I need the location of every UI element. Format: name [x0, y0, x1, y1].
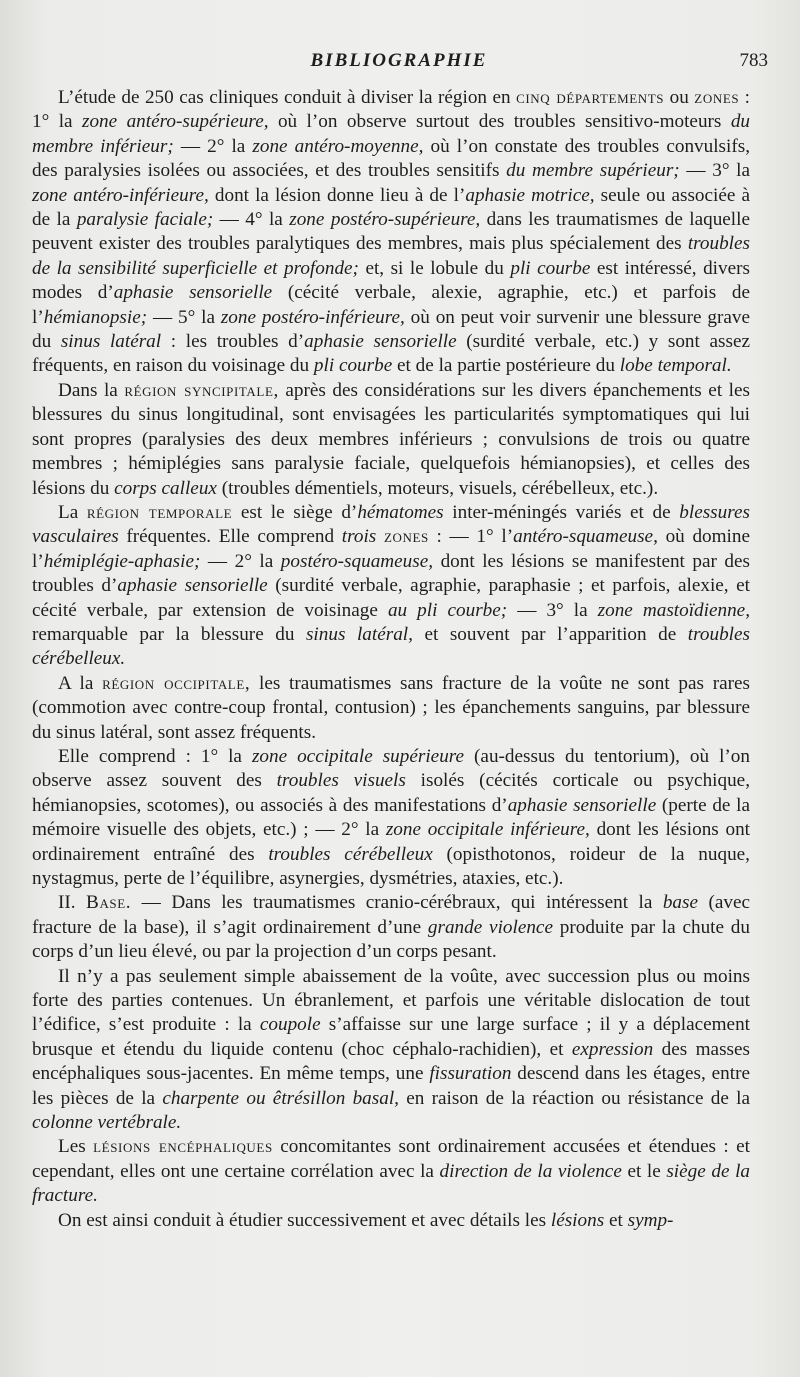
text-run: dans les traumatismes de laquelle peuvent exister des troubles paralytiques des membres, mais plus spécialement des: [32, 209, 750, 255]
text-run: — 2° la: [200, 550, 281, 572]
text-run: Les: [58, 1136, 94, 1158]
text-run: (troubles démentiels, moteurs, visuels, cérébelleux, etc.).: [216, 477, 659, 499]
text-run: II.: [58, 892, 87, 914]
italic-run: aphasie sensorielle: [507, 794, 657, 816]
text-run: — 2° la: [173, 135, 253, 157]
paragraph-occipital-zones: [32, 745, 750, 891]
text-run: remarquable par la blessure du: [32, 623, 306, 645]
paragraph-voute: [32, 965, 750, 1136]
small-caps-run: lésions encéphaliques: [93, 1136, 273, 1158]
text-run: produite par la chute du corps d’un lieu élevé, ou par la projection d’un corps pesant.: [32, 916, 750, 963]
text-run: Dans la: [58, 379, 125, 401]
italic-run: charpente ou êtrésillon basal,: [162, 1087, 399, 1109]
italic-run: lobe temporal.: [619, 355, 732, 377]
italic-run: zone antéro-inférieure,: [32, 184, 209, 206]
text-run: : 1° la: [32, 87, 750, 133]
italic-run: fissuration: [429, 1063, 512, 1085]
text-run: (avec fracture de la base), il s’agit ordinairement d’une: [32, 892, 750, 938]
italic-run: direction de la violence: [439, 1160, 622, 1182]
italic-run: zone postéro-inférieure,: [220, 306, 405, 328]
italic-run: aphasie sensorielle: [113, 282, 273, 304]
text-run: les traumatismes sans fracture de la voûte ne sont pas rares (commotion avec contre-coup frontal, contusion) ; les épanchements sanguins, par blessure du sinus latéral, sont assez fréquents.: [32, 672, 750, 743]
text-run: (opisthotonos, roideur de la nuque, nystagmus, perte de l’équilibre, asynergies, dysmétries, ataxies, etc.).: [32, 843, 750, 889]
italic-run: grande violence: [427, 916, 553, 938]
italic-run: aphasie motrice,: [465, 184, 595, 206]
body-text: [32, 86, 750, 1233]
text-run: où on peut voir survenir une blessure grave du: [32, 306, 750, 353]
italic-run: du membre inférieur;: [32, 111, 751, 157]
italic-run: postéro-squameuse,: [280, 550, 434, 572]
italic-run: au pli courbe;: [387, 599, 508, 621]
text-run: (cécité verbale, alexie, agraphie, etc.) et parfois de l’: [32, 282, 750, 328]
italic-run: zone antéro-moyenne,: [252, 135, 424, 157]
text-run: est le siège d’: [232, 501, 358, 523]
italic-run: zone occipitale supérieure: [251, 745, 465, 767]
italic-run: antéro-squameuse,: [513, 526, 658, 548]
text-run: — Dans les traumatismes cranio-cérébraux, qui intéressent la: [131, 892, 663, 914]
text-run: : les troubles d’: [161, 331, 305, 353]
text-run: (au-dessus du tentorium), où l’on observe assez souvent des: [32, 745, 750, 792]
paragraph-region-syncipitale: [32, 379, 750, 501]
text-run: [376, 526, 384, 547]
text-run: et: [604, 1209, 628, 1231]
paragraph-region-occipitale: [32, 672, 750, 745]
text-run: et, si le lobule du: [358, 257, 511, 279]
paragraph-base: [32, 891, 750, 964]
italic-run: sinus latéral: [60, 331, 162, 353]
italic-run: blessures vasculaires: [32, 501, 750, 548]
text-run: L’étude de 250 cas cliniques conduit à diviser la région en: [58, 87, 517, 108]
text-run: — 4° la: [213, 209, 290, 231]
text-run: en raison de la réaction ou résistance de la: [398, 1087, 751, 1109]
text-run: où l’on constate des troubles convulsifs, des paralysies isolées ou associées, et des troubles sensitifs: [32, 135, 751, 182]
italic-run: expression: [571, 1038, 654, 1060]
text-run: (perte de la mémoire visuelle des objets, etc.) ; — 2° la: [32, 794, 750, 841]
italic-run: pli courbe: [313, 355, 393, 377]
italic-run: lésions: [550, 1209, 605, 1231]
italic-run: troubles cérébelleux: [268, 843, 433, 865]
text-run: où domine l’: [32, 526, 750, 572]
italic-run: aphasie sensorielle: [304, 331, 457, 353]
page-header: [28, 48, 770, 76]
running-title: BIBLIOGRAPHIE: [310, 50, 488, 71]
small-caps-run: région temporale: [86, 501, 233, 523]
small-caps-run: zones: [383, 526, 429, 548]
text-run: et de la partie postérieure du: [392, 355, 620, 377]
text-run: On est ainsi conduit à étudier successivement et avec détails les: [58, 1209, 551, 1231]
text-run: seule ou associée à de la: [32, 184, 750, 231]
small-caps-run: zones: [694, 87, 740, 108]
small-caps-run: région syncipitale,: [124, 379, 279, 401]
italic-run: colonne vertébrale.: [32, 1112, 182, 1134]
text-run: — 5° la: [147, 306, 221, 328]
text-run: : — 1° l’: [428, 526, 514, 548]
paragraph-conclusion: [32, 1209, 750, 1233]
italic-run: troubles cérébelleux.: [32, 623, 750, 670]
text-run: A la: [58, 672, 103, 694]
small-caps-run: cinq départements: [516, 87, 665, 108]
italic-run: aphasie sensorielle: [117, 575, 268, 597]
text-run: après des considérations sur les divers épanchements et les blessures du sinus longitudinal, sont envisagées les particularités symptomatiques qui lui sont propres (paralysies des deux membres inférieurs ; convulsions de trois ou quatre membres ; hémiplégies sans paralysie faciale, quelquefois hémianopsies), et celles des lésions du: [32, 379, 750, 499]
italic-run: zone mastoïdienne,: [597, 599, 750, 621]
text-run: concomitantes sont ordinairement accusées et étendues : et cependant, elles ont une certaine corrélation avec la: [32, 1136, 750, 1182]
text-run: dont les lésions ont ordinairement entraîné des: [32, 819, 750, 865]
small-caps-run: Base.: [86, 892, 132, 914]
italic-run: zone occipitale inférieure,: [385, 819, 590, 841]
small-caps-run: région occipitale,: [102, 672, 251, 694]
paragraph-zones: [32, 86, 750, 379]
italic-run: corps calleux: [114, 477, 217, 499]
italic-run: symp-: [627, 1209, 674, 1231]
italic-run: siège de la fracture.: [32, 1160, 750, 1207]
text-run: Elle comprend : 1° la: [58, 745, 252, 767]
text-run: (surdité verbale, etc.) y sont assez fréquents, en raison du voisinage du: [32, 331, 750, 377]
text-run: dont les lésions se manifestent par des troubles d’: [32, 550, 751, 597]
text-run: Il n’y a pas seulement simple abaissement de la voûte, avec succession plus ou moins forte des parties contenues. Un ébranlement, et parfois une véritable dislocation de tout l’édifice, s’est produite : la: [32, 965, 750, 1036]
text-run: (surdité verbale, agraphie, paraphasie ; et parfois, alexie, et cécité verbale, par extension de voisinage: [32, 575, 750, 621]
text-run: où l’on observe surtout des troubles sensitivo-moteurs: [268, 111, 731, 133]
italic-run: base: [662, 892, 698, 914]
italic-run: trois: [341, 526, 377, 548]
text-run: isolés (cécités corticale ou psychique, hémianopsies, scotomes), ou associés à des manifestations d’: [32, 770, 750, 816]
italic-run: sinus latéral,: [305, 623, 413, 645]
italic-run: zone postéro-supérieure,: [289, 209, 481, 231]
text-run: et souvent par l’apparition de: [412, 623, 688, 645]
text-run: La: [58, 501, 87, 523]
italic-run: du membre supérieur;: [506, 160, 680, 182]
italic-run: zone antéro-supérieure,: [81, 111, 269, 133]
paragraph-region-temporale: [32, 501, 750, 672]
page-number: 783: [739, 50, 768, 71]
text-run: s’affaisse sur une large surface ; il y a déplacement brusque et étendu du liquide contenu (choc céphalo-rachidien), et: [32, 1014, 750, 1060]
text-run: dont la lésion donne lieu à de l’: [208, 184, 466, 206]
text-run: fréquentes. Elle comprend: [118, 526, 342, 548]
italic-run: hématomes: [357, 501, 444, 523]
text-run: — 3° la: [507, 599, 598, 621]
text-run: et le: [621, 1160, 667, 1182]
italic-run: hémiplégie-aphasie;: [43, 550, 201, 572]
text-run: descend dans les étages, entre les pièces de la: [32, 1063, 750, 1109]
text-run: inter-méningés variés et de: [443, 501, 680, 523]
text-run: — 3° la: [679, 160, 751, 182]
italic-run: troubles visuels: [276, 770, 406, 792]
italic-run: paralysie faciale;: [76, 209, 214, 231]
paragraph-lesions: [32, 1135, 750, 1208]
italic-run: coupole: [259, 1014, 321, 1036]
text-run: des masses encéphaliques sous-jacentes. En même temps, une: [32, 1038, 750, 1085]
text-run: ou: [664, 87, 695, 108]
text-run: est intéressé, divers modes d’: [32, 257, 750, 304]
italic-run: troubles de la sensibilité superficielle et profonde;: [32, 233, 750, 279]
italic-run: hémianopsie;: [43, 306, 148, 328]
italic-run: pli courbe: [510, 257, 591, 279]
